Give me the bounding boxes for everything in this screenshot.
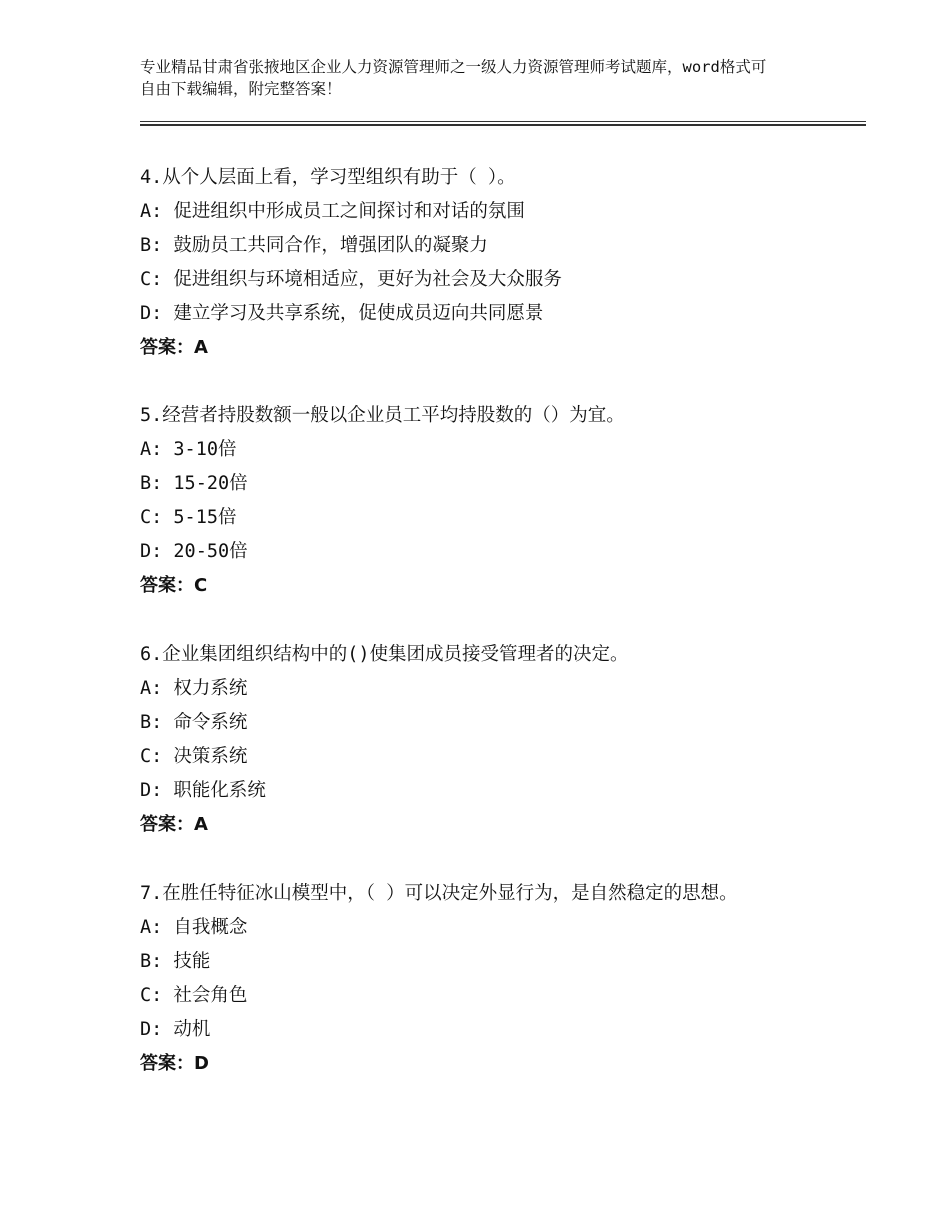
option-d: D: 建立学习及共享系统，促使成员迈向共同愿景: [140, 303, 544, 324]
option-c: C: 社会角色: [140, 985, 248, 1006]
option-b: B: 命令系统: [140, 712, 248, 733]
option-d: D: 动机: [140, 1019, 211, 1040]
answer-line: 答案：A: [140, 337, 208, 358]
question-block: [140, 638, 820, 842]
option-c: C: 促进组织与环境相适应，更好为社会及大众服务: [140, 269, 562, 290]
option-a: A: 自我概念: [140, 917, 248, 938]
question-text: 5.经营者持股数额一般以企业员工平均持股数的（）为宜。: [140, 405, 625, 426]
document-header: 专业精品甘肃省张掖地区企业人力资源管理师之一级人力资源管理师考试题库，word格式可自由下载编辑，附完整答案！: [140, 58, 767, 98]
question-text: 7.在胜任特征冰山模型中，（ ）可以决定外显行为，是自然稳定的思想。: [140, 883, 738, 904]
option-b: B: 15-20倍: [140, 473, 248, 494]
answer-line: 答案：A: [140, 814, 208, 835]
option-a: A: 权力系统: [140, 678, 248, 699]
option-c: C: 决策系统: [140, 746, 248, 767]
option-b: B: 技能: [140, 951, 211, 972]
question-block: [140, 161, 820, 365]
question-text: 4.从个人层面上看，学习型组织有助于（ ）。: [140, 167, 516, 188]
option-a: A: 3-10倍: [140, 439, 237, 460]
option-a: A: 促进组织中形成员工之间探讨和对话的氛围: [140, 201, 525, 222]
answer-line: 答案：D: [140, 1053, 209, 1074]
option-d: D: 20-50倍: [140, 541, 248, 562]
question-block: [140, 877, 820, 1081]
question-text: 6.企业集团组织结构中的()使集团成员接受管理者的决定。: [140, 644, 629, 665]
header-divider: [140, 121, 866, 126]
option-b: B: 鼓励员工共同合作，增强团队的凝聚力: [140, 235, 488, 256]
option-c: C: 5-15倍: [140, 507, 237, 528]
option-d: D: 职能化系统: [140, 780, 266, 801]
answer-line: 答案：C: [140, 575, 208, 596]
question-block: [140, 399, 820, 603]
